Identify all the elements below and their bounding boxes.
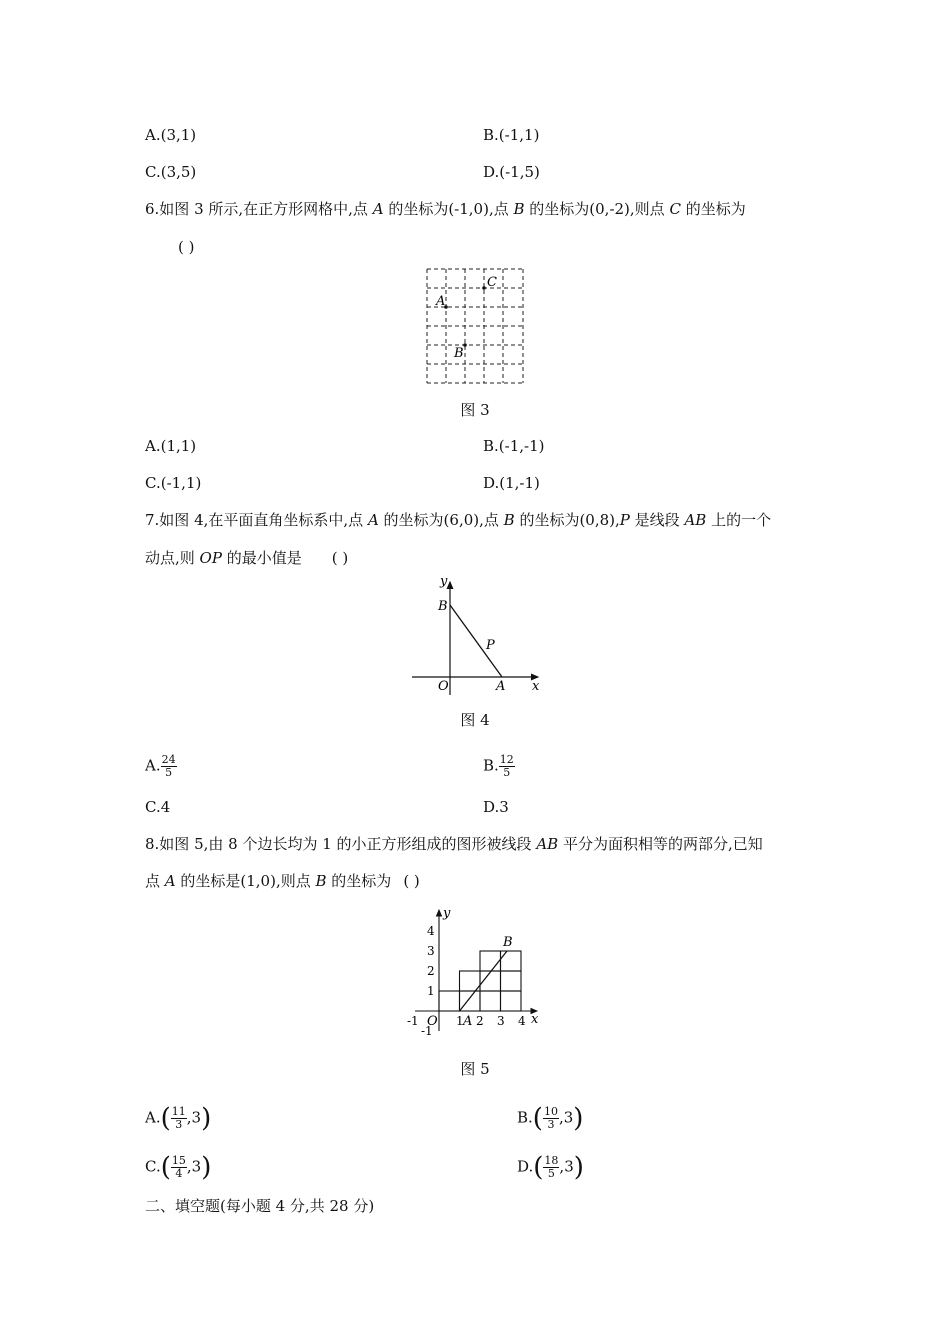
q6-label-a: A — [436, 294, 446, 309]
q7-label-p: P — [486, 638, 495, 653]
q6-question: 6.如图 3 所示,在正方形网格中,点 A 的坐标为(-1,0),点 B 的坐标为(0,-2),则点 C 的坐标为 — [145, 200, 746, 218]
q8-ytick: 2 — [427, 964, 435, 978]
q8-option-d[interactable]: D.( $\frac{18}{5}$ ,3) — [517, 1152, 584, 1183]
q7-answer-paren: ( ) — [331, 549, 349, 567]
q8-question-line1: 8.如图 5,由 8 个边长均为 1 的小正方形组成的图形被线段 AB 平分为面积相等的两部分,已知 — [145, 835, 763, 853]
q8-label-y: y — [443, 906, 451, 921]
q8-ytick: 3 — [427, 944, 435, 958]
q8-label-x: x — [531, 1012, 539, 1027]
q7-option-b[interactable]: B. $\frac{12}{5}$ — [483, 753, 514, 779]
q8-label-b: B — [503, 935, 513, 950]
q6-option-b[interactable]: B.(-1,-1) — [483, 437, 545, 455]
q8-xtick: -1 — [407, 1014, 419, 1028]
q7-option-c[interactable]: C.4 — [145, 798, 171, 816]
q8-option-b[interactable]: B.( $\frac{10}{3}$ ,3) — [517, 1103, 584, 1134]
q8-question-line2: 点 A 的坐标是(1,0),则点 B 的坐标为 ( ) — [145, 872, 420, 890]
q8-label-a: A — [463, 1014, 473, 1029]
q5-option-b[interactable]: B.(-1,1) — [483, 126, 540, 144]
q5-option-a[interactable]: A.(3,1) — [145, 126, 197, 144]
q8-ytick: 1 — [427, 984, 435, 998]
q8-ytick: 4 — [427, 924, 435, 938]
q7-option-d[interactable]: D.3 — [483, 798, 509, 816]
q8-squares — [439, 951, 521, 1011]
q8-ytick: -1 — [421, 1024, 433, 1038]
q7-label-a: A — [496, 679, 506, 694]
q7-question-line1: 7.如图 4,在平面直角坐标系中,点 A 的坐标为(6,0),点 B 的坐标为(0,8),P 是线段 AB 上的一个 — [145, 511, 772, 529]
q6-point-c — [482, 286, 486, 290]
q7-question-line2: 动点,则 OP 的最小值是 ( ) — [145, 549, 349, 567]
q8-option-a[interactable]: A.( $\frac{11}{3}$ ,3) — [145, 1103, 212, 1134]
q6-point-b — [463, 343, 467, 347]
q8-segment-ab — [460, 951, 508, 1011]
q6-option-c[interactable]: C.(-1,1) — [145, 474, 202, 492]
q7-label-b: B — [438, 599, 448, 614]
q8-coordinate-figure — [405, 905, 545, 1040]
q5-option-c[interactable]: C.(3,5) — [145, 163, 197, 181]
q6-option-a[interactable]: A.(1,1) — [145, 437, 197, 455]
section-2-title: 二、填空题(每小题 4 分,共 28 分) — [145, 1197, 375, 1215]
q8-xtick: 3 — [497, 1014, 505, 1028]
q8-option-c[interactable]: C.( $\frac{15}{4}$ ,3) — [145, 1152, 212, 1183]
q7-option-a[interactable]: A. $\frac{24}{5}$ — [145, 753, 176, 779]
q8-xtick: 1 — [456, 1014, 464, 1028]
q7-label-o: O — [438, 679, 449, 694]
q6-answer-paren: ( ) — [178, 238, 195, 256]
q8-figure-caption: 图 5 — [460, 1060, 490, 1078]
q6-grid-figure — [426, 268, 524, 386]
q6-label-b: B — [454, 346, 464, 361]
q6-option-d[interactable]: D.(1,-1) — [483, 474, 540, 492]
q7-label-x: x — [532, 679, 540, 694]
q7-coordinate-figure — [410, 573, 545, 698]
q8-xtick: 2 — [476, 1014, 484, 1028]
q8-xtick: 4 — [518, 1014, 526, 1028]
q7-figure-caption: 图 4 — [460, 711, 490, 729]
q5-option-d[interactable]: D.(-1,5) — [483, 163, 540, 181]
q7-label-y: y — [440, 574, 448, 589]
q8-label-o: O — [427, 1014, 438, 1029]
q6-figure-caption: 图 3 — [460, 401, 490, 419]
q6-label-c: C — [487, 275, 497, 290]
q8-answer-paren: ( ) — [403, 872, 420, 890]
